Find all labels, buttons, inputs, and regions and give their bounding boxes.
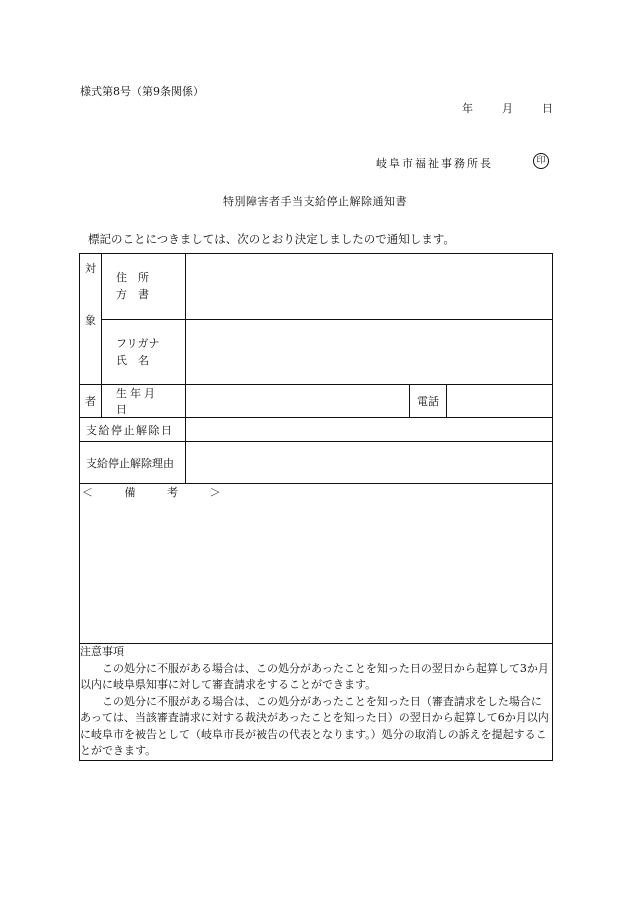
furigana-label: フリガナ xyxy=(116,336,160,350)
cancel-date-label: 支給停止解除日 xyxy=(86,423,174,437)
form-number: 様式第8号（第9条関係） xyxy=(80,85,204,98)
subject-char-1: 対 xyxy=(85,262,96,275)
caution-paragraph-1: この処分に不服がある場合は、この処分があったことを知った日の翌日から起算して3か月以内に岐阜県知事に対して審査請求をすることができます。 xyxy=(80,661,549,691)
cancel-reason-label: 支給停止解除理由 xyxy=(86,456,174,470)
birthdate-field[interactable] xyxy=(186,385,410,418)
address-label-cell xyxy=(102,254,186,320)
cancel-reason-label-cell xyxy=(80,442,186,484)
name-label: 氏 名 xyxy=(116,353,149,367)
intro-text: 標記のことにつきましては、次のとおり決定しましたので通知します。 xyxy=(88,232,455,246)
date-day: 日 xyxy=(542,102,553,115)
cancel-date-field[interactable] xyxy=(186,418,553,442)
remarks-char-2: 考 xyxy=(167,486,178,499)
remarks-field[interactable] xyxy=(80,484,553,644)
name-label-cell xyxy=(102,319,186,385)
phone-field[interactable] xyxy=(447,385,553,418)
date-year: 年 xyxy=(462,102,473,115)
date-month: 月 xyxy=(502,102,513,115)
phone-label: 電話 xyxy=(410,385,447,418)
caution-section xyxy=(80,644,553,761)
subject-char-2: 象 xyxy=(85,314,96,327)
birthdate-label-cell xyxy=(102,385,186,418)
remarks-bracket-close: ＞ xyxy=(209,486,221,499)
remarks-bracket-open: ＜ xyxy=(82,486,93,499)
name-field[interactable] xyxy=(186,319,553,385)
notice-form-table xyxy=(79,253,553,761)
seal-mark: 印 xyxy=(533,153,549,169)
caution-heading: 注意事項 xyxy=(80,645,124,658)
address-label: 住 所 xyxy=(116,271,149,285)
birthdate-label: 生年月日 xyxy=(116,387,158,416)
remarks-char-1: 備 xyxy=(124,486,136,499)
issuer-name: 岐阜市福祉事務所長 xyxy=(376,157,493,170)
caution-paragraph-2: この処分に不服がある場合は、この処分があったことを知った日（審査請求をした場合にあっては、当該審査請求に対する裁決があったことを知った日）の翌日から起算して6か月以内に岐阜市を被告として（岐阜市長が被告の代表となります。）処分の取消しの訴えを提起することができます。 xyxy=(80,694,549,757)
cancel-date-label-cell xyxy=(80,418,186,442)
subject-label-cell xyxy=(80,254,102,385)
subject-char-3: 者 xyxy=(80,385,102,418)
address-field[interactable] xyxy=(186,254,553,320)
extra-address-label: 方 書 xyxy=(116,288,149,302)
document-title: 特別障害者手当支給停止解除通知書 xyxy=(223,195,407,208)
cancel-reason-field[interactable] xyxy=(186,442,553,484)
date-line xyxy=(462,100,553,116)
